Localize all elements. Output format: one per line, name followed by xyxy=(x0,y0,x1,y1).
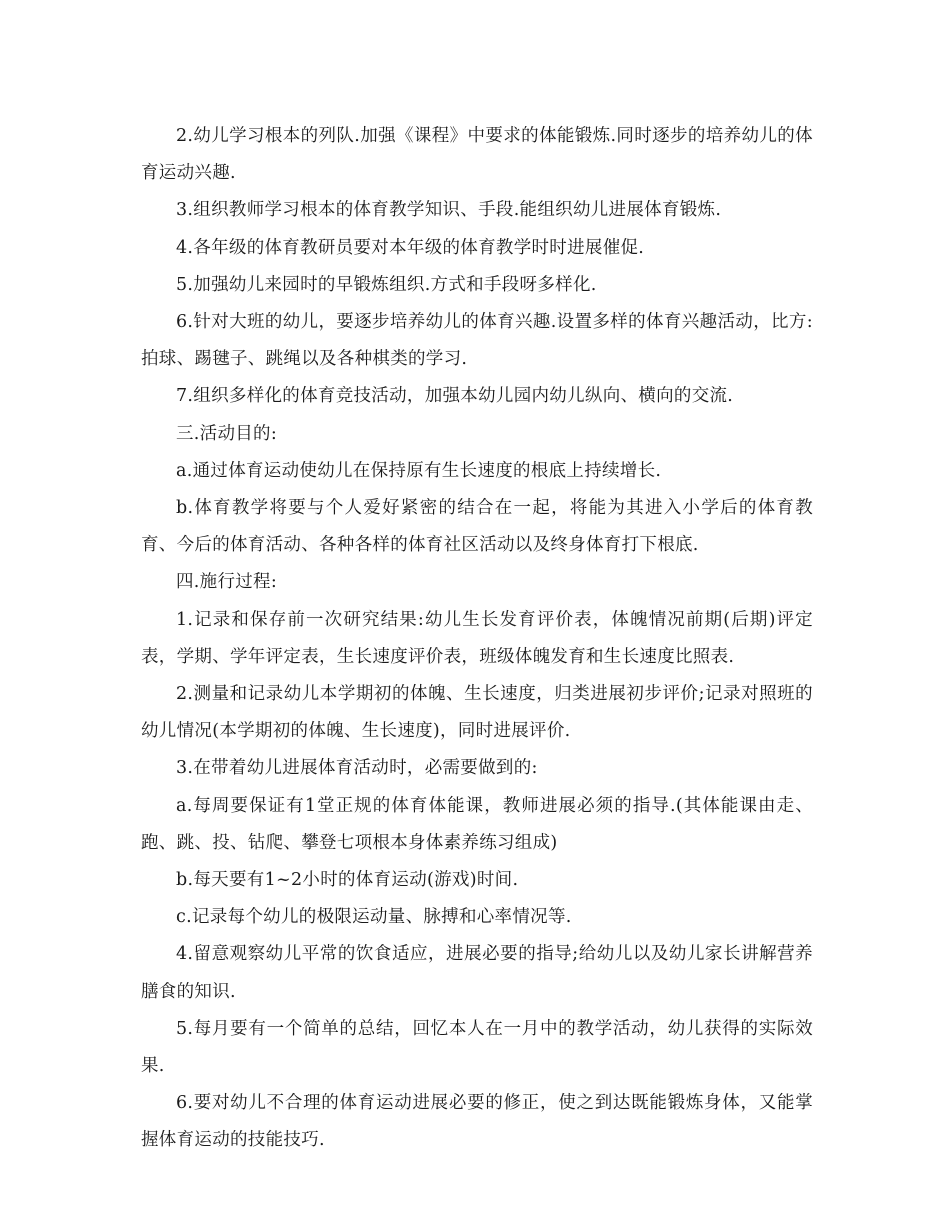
process-item-6: 6.要对幼儿不合理的体育运动进展必要的修正，使之到达既能锻炼身体，又能掌握体育运动的技能技巧. xyxy=(141,1093,813,1151)
paragraph-item-3: 3.组织教师学习根本的体育教学知识、手段.能组织幼儿进展体育锻炼. xyxy=(176,200,722,221)
goal-item-b: b.体育教学将要与个人爱好紧密的结合在一起，将能为其进入小学后的体育教育、今后的体育活动、各种各样的体育社区活动以及终身体育打下根底. xyxy=(141,498,813,556)
goal-item-a: a.通过体育运动使幼儿在保持原有生长速度的根底上持续增长. xyxy=(176,460,662,481)
process-item-4: 4.留意观察幼儿平常的饮食适应，进展必要的指导;给幼儿以及幼儿家长讲解营养膳食的知识. xyxy=(141,944,813,1002)
paragraph-item-5: 5.加强幼儿来园时的早锻炼组织.方式和手段呀多样化. xyxy=(176,274,597,295)
section-heading-process: 四.施行过程: xyxy=(176,572,278,593)
paragraph-item-7: 7.组织多样化的体育竞技活动，加强本幼儿园内幼儿纵向、横向的交流. xyxy=(176,386,734,407)
paragraph-item-4: 4.各年级的体育教研员要对本年级的体育教学时时进展催促. xyxy=(176,237,645,258)
process-item-5: 5.每月要有一个简单的总结，回忆本人在一月中的教学活动，幼儿获得的实际效果. xyxy=(141,1018,813,1077)
process-item-3: 3.在带着幼儿进展体育活动时，必需要做到的: xyxy=(176,758,538,779)
document-body xyxy=(141,118,813,1160)
section-heading-goals: 三.活动目的: xyxy=(176,423,278,444)
paragraph-item-6: 6.针对大班的幼儿，要逐步培养幼儿的体育兴趣.设置多样的体育兴趣活动，比方:拍球、踢毽子、跳绳以及各种棋类的学习. xyxy=(141,312,813,370)
process-subitem-a: a.每周要保证有1堂正规的体育体能课，教师进展必须的指导.(其体能课由走、跑、跳、投、钻爬、攀登七项根本身体素养练习组成) xyxy=(141,795,813,853)
paragraph-item-2: 2.幼儿学习根本的列队.加强《课程》中要求的体能锻炼.同时逐步的培养幼儿的体育运动兴趣. xyxy=(141,126,813,184)
process-subitem-b: b.每天要有1~2小时的体育运动(游戏)时间. xyxy=(176,870,519,891)
process-subitem-c: c.记录每个幼儿的极限运动量、脉搏和心率情况等. xyxy=(176,907,572,928)
process-item-1: 1.记录和保存前一次研究结果:幼儿生长发育评价表，体魄情况前期(后期)评定表，学期、学年评定表，生长速度评价表，班级体魄发育和生长速度比照表. xyxy=(141,609,813,667)
process-item-2: 2.测量和记录幼儿本学期初的体魄、生长速度，归类进展初步评价;记录对照班的幼儿情况(本学期初的体魄、生长速度)，同时进展评价. xyxy=(141,684,813,742)
